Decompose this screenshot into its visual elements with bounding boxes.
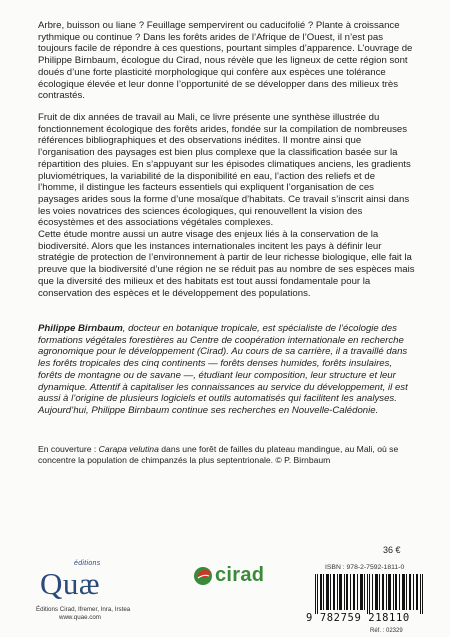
summary-paragraph-1 [38,20,416,102]
publisher-url: www.quae.com [59,614,101,621]
quae-editions-label: éditions [74,560,101,567]
author-bio [38,323,416,417]
publisher-partners: Éditions Cirad, Ifremer, Inra, Irstea [36,606,131,613]
price: 36 € [383,545,401,555]
quae-logo-text: Quæ [40,566,101,601]
isbn: ISBN : 978-2-7592-1811-0 [325,564,405,571]
cover-credit-text [38,444,416,465]
cover-credit [38,444,416,465]
barcode-digits: 9 782759 218110 [306,612,410,624]
summary-paragraph-3 [38,229,416,299]
summary-text-3: Cette étude montre aussi un autre visage des enjeux liés à la conservation de la biodiversité. Alors que les instances internationales incitent les pays à définir leur stratégie de protection de l’environnement à partir de leur richesse biologique, elle fait la preuve que la biodiversité d’une région ne se réduit pas au nombre de ses espèces mais que la diversité des milieux et des habitats est tout aussi fondamentale pour la conservation des espèces et le développement des populations. [38,229,415,299]
cover-credit-prefix: En couverture : [38,444,99,454]
quae-logo [40,566,100,602]
cover-credit-species: Carapa velutina [98,444,159,454]
summary-text-2: Fruit de dix années de travail au Mali, ce livre présente une synthèse illustrée du fonctionnement écologique des forêts arides, fondée sur la compilation de nombreuses références bibliographiques et des observations inédites. Il montre ainsi que l’organisation des paysages est bien plus complexe que la classification basée sur la répartition des pluies. En s’appuyant sur les épisodes climatiques anciens, les gradients pluviométriques, la variabilité de la disponibilité en eau, l’action des reliefs et de l’homme, il distingue les facteurs essentiels qui expliquent l’organisation de ces paysages arides sous la forme d’une mosaïque d’habitats. Ce travail s’inscrit ainsi dans les voies novatrices des sciences écologiques, qui renouvellent la vision des écosystèmes et des associations végétales complexes. [38,112,411,229]
author-name: Philippe Birnbaum [38,323,123,334]
cirad-leaf-icon [192,564,214,586]
author-bio-body: , docteur en botanique tropicale, est spécialiste de l’écologie des formations végétales forestières au Centre de coopération internationale en recherche agronomique pour le développement (Cirad). Au cours de sa carrière, il a travaillé dans les forêts tropicales des cinq continents — forêts denses humides, forêts insulaires, forêts de montagne ou de savane —, étudiant leur composition, leur structure et leur dynamique. Attentif à capitaliser les connaissances au service du développement, il est aussi à l’origine de plusieurs logiciels et outils automatisés qui facilitent les analyses. Aujourd’hui, Philippe Birnbaum continue ses recherches en Nouvelle-Calédonie. [38,323,408,416]
cirad-logo-text: cirad [215,564,265,586]
cirad-logo [215,564,264,587]
barcode [315,574,423,614]
reference-number: Réf. : 02329 [370,628,403,634]
author-bio-text [38,323,416,417]
summary-paragraph-2 [38,112,416,229]
cover-credit-body: dans une forêt de failles du plateau mandingue, au Mali, où se concentre la population de chimpanzés la plus septentrionale. © P. Birnbaum [38,444,399,465]
summary-text-1: Arbre, buisson ou liane ? Feuillage sempervirent ou caducifolié ? Plante à croissance rythmique ou continue ? Dans les forêts arides de l’Afrique de l’Ouest, il n’est pas toujours facile de répondre à ces questions, pourtant simples d’apparence. L’ouvrage de Philippe Birnbaum, écologue du Cirad, nous révèle que les ligneux de cette région sont doués d’une forte plasticité morphologique qui confère aux espèces une tolérance écologique élevée et leur donne l’opportunité de se développer dans des milieux très contrastés. [38,20,413,102]
